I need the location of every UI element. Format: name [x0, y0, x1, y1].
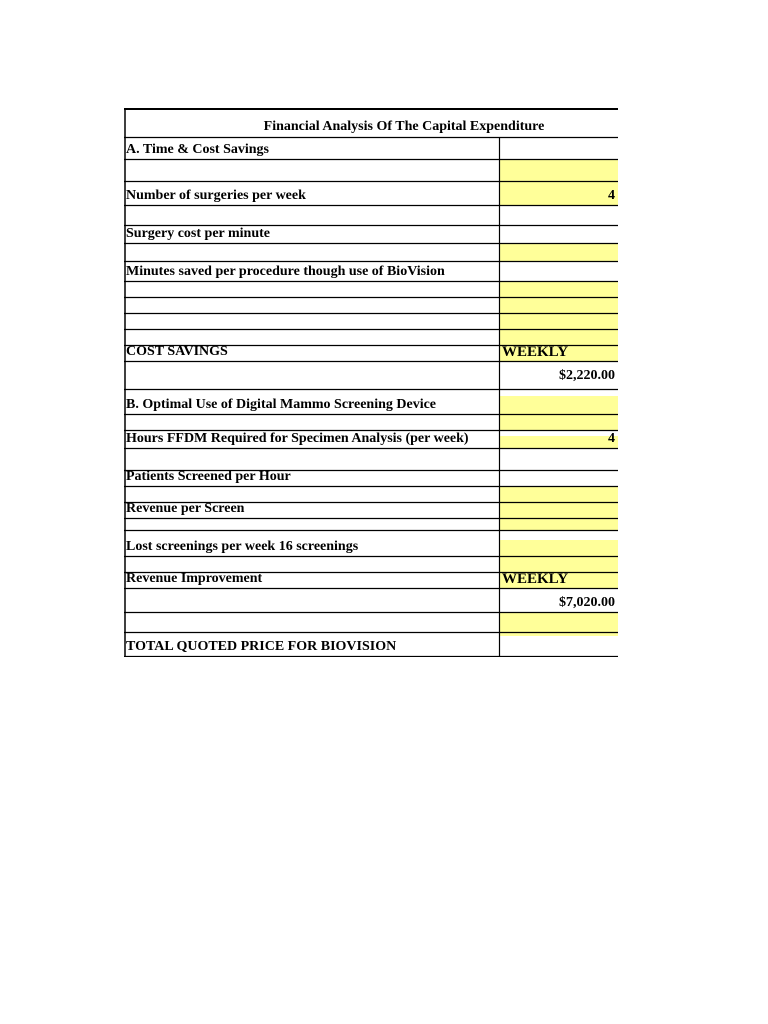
row-value: 4: [608, 189, 615, 203]
sheet-title: Financial Analysis Of The Capital Expenditure: [263, 120, 545, 134]
row-label: Revenue per Screen: [126, 502, 245, 516]
row-label: Lost screenings per week 16 screenings: [126, 540, 359, 554]
row-label: Revenue Improvement: [126, 572, 263, 586]
row-label: COST SAVINGS: [126, 345, 228, 359]
row-label: B. Optimal Use of Digital Mammo Screening Device: [126, 398, 437, 412]
grid-lines: [124, 108, 618, 657]
period-label: WEEKLY: [502, 572, 569, 587]
row-label: Hours FFDM Required for Specimen Analysis (per week): [126, 432, 469, 446]
row-label: Minutes saved per procedure though use of BioVision: [126, 265, 445, 279]
row-label: Patients Screened per Hour: [126, 470, 291, 484]
row-value: 4: [608, 432, 615, 446]
row-label: Number of surgeries per week: [126, 189, 306, 203]
row-label: TOTAL QUOTED PRICE FOR BIOVISION: [126, 640, 397, 654]
period-label: WEEKLY: [502, 345, 569, 360]
row-label: Surgery cost per minute: [126, 227, 270, 241]
row-value: $7,020.00: [559, 596, 615, 610]
spreadsheet: [124, 108, 618, 657]
row-label: A. Time & Cost Savings: [126, 143, 270, 157]
row-value: $2,220.00: [559, 369, 615, 383]
